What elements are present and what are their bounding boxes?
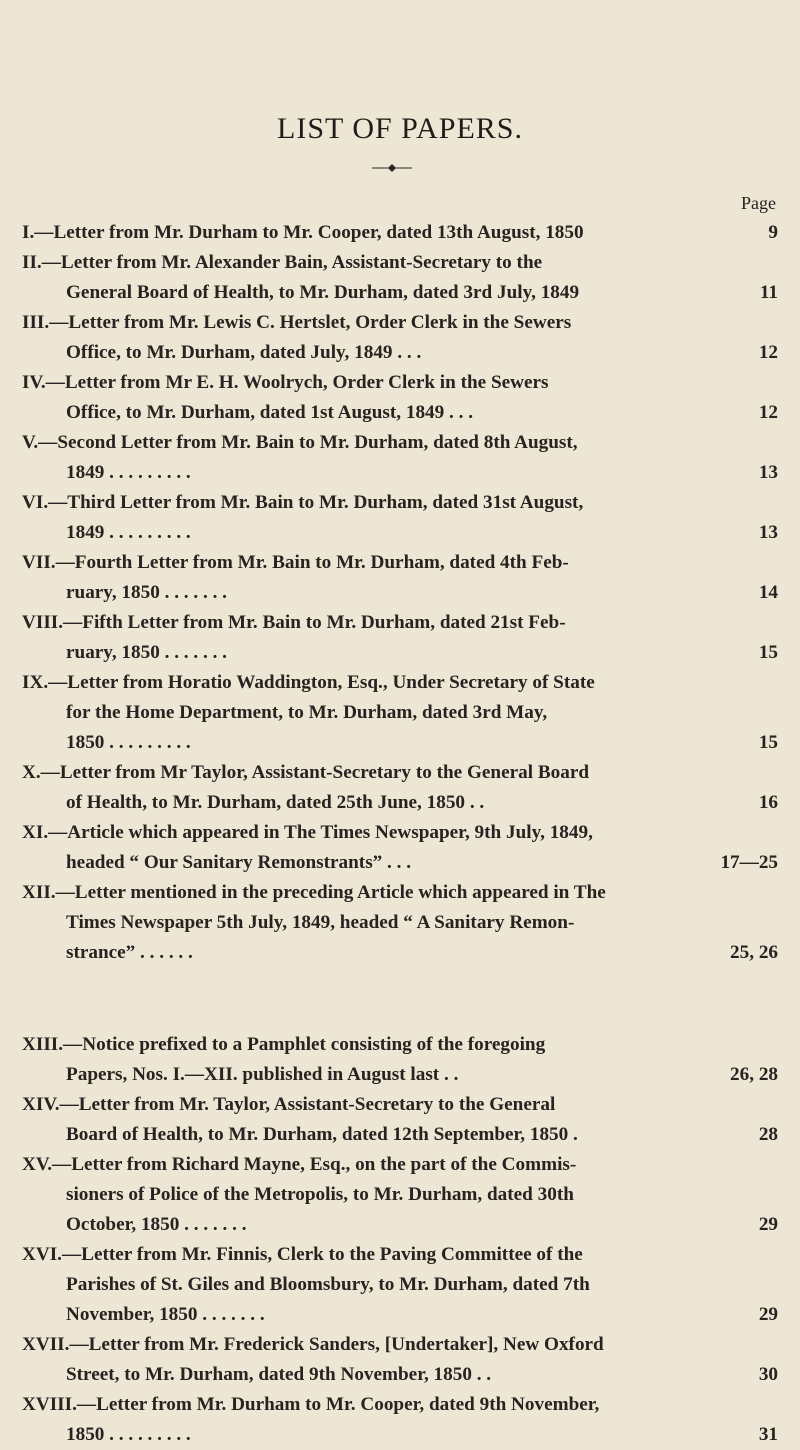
paper-entry-line: [22, 848, 778, 878]
paper-entry-line: [22, 308, 778, 338]
paper-entry-line: [22, 1270, 778, 1300]
paper-entry: [22, 668, 778, 758]
paper-entry-text: VI.—Third Letter from Mr. Bain to Mr. Durham, dated 31st August,: [22, 492, 584, 513]
paper-entry-page: 25, 26: [730, 942, 778, 963]
paper-entry-page: 16: [758, 792, 778, 813]
paper-entry-line: [22, 698, 778, 728]
paper-entry-text: 1850 . . . . . . . . .: [66, 732, 191, 753]
paper-entry-text: XIV.—Letter from Mr. Taylor, Assistant-Secretary to the General: [22, 1094, 556, 1115]
paper-entry-line: [22, 578, 778, 608]
paper-entry-page: 12: [758, 402, 778, 423]
paper-entry-text: General Board of Health, to Mr. Durham, dated 3rd July, 1849: [66, 282, 580, 303]
paper-entry-line: [22, 758, 778, 788]
paper-entry-line: [22, 458, 778, 488]
paper-entry-page: 31: [758, 1424, 778, 1445]
paper-entry-line: [22, 1120, 778, 1150]
paper-entry-text: November, 1850 . . . . . . .: [66, 1304, 265, 1325]
paper-entry-text: Parishes of St. Giles and Bloomsbury, to Mr. Durham, dated 7th: [66, 1274, 590, 1295]
paper-entry-page: 26, 28: [730, 1064, 778, 1085]
paper-entry-text: for the Home Department, to Mr. Durham, dated 3rd May,: [66, 702, 548, 723]
paper-entry-text: V.—Second Letter from Mr. Bain to Mr. Durham, dated 8th August,: [22, 432, 578, 453]
paper-entry-text: VIII.—Fifth Letter from Mr. Bain to Mr. Durham, dated 21st Feb-: [22, 612, 566, 633]
paper-entry-text: ruary, 1850 . . . . . . .: [66, 642, 227, 663]
paper-entry: [22, 1090, 778, 1150]
paper-entry: [22, 1390, 778, 1450]
paper-entry-line: [22, 1300, 778, 1330]
paper-entry: [22, 368, 778, 428]
paper-entry-line: [22, 908, 778, 938]
paper-entry-text: Street, to Mr. Durham, dated 9th November, 1850 . .: [66, 1364, 492, 1385]
paper-entry-text: I.—Letter from Mr. Durham to Mr. Cooper, dated 13th August, 1850: [22, 222, 584, 243]
paper-entry-line: [22, 488, 778, 518]
paper-entry: [22, 1240, 778, 1330]
paper-entry-line: [22, 728, 778, 758]
paper-entry-line: [22, 278, 778, 308]
paper-entry-page: 17—25: [720, 852, 778, 873]
paper-entry-line: [22, 668, 778, 698]
paper-entry-text: of Health, to Mr. Durham, dated 25th June, 1850 . .: [66, 792, 485, 813]
paper-entry-text: Times Newspaper 5th July, 1849, headed “ A Sanitary Remon-: [66, 912, 575, 933]
paper-entry-text: X.—Letter from Mr Taylor, Assistant-Secretary to the General Board: [22, 762, 590, 783]
diamond-rule-icon: [370, 163, 414, 173]
paper-entry-line: [22, 398, 778, 428]
paper-entry-text: IV.—Letter from Mr E. H. Woolrych, Order Clerk in the Sewers: [22, 372, 549, 393]
paper-entry-line: [22, 938, 778, 968]
paper-entry-line: [22, 1420, 778, 1450]
paper-entry-page: 13: [758, 462, 778, 483]
paper-entry-line: [22, 368, 778, 398]
paper-entry: [22, 248, 778, 308]
paper-entry-text: IX.—Letter from Horatio Waddington, Esq., Under Secretary of State: [22, 672, 595, 693]
paper-entry-page: 9: [768, 222, 778, 243]
paper-entry-line: [22, 248, 778, 278]
paper-entry-line: [22, 788, 778, 818]
paper-entry: [22, 1030, 778, 1090]
paper-entry-text: 1850 . . . . . . . . .: [66, 1424, 191, 1445]
paper-entry-text: XII.—Letter mentioned in the preceding Article which appeared in The: [22, 882, 606, 903]
paper-entry-page: 29: [758, 1214, 778, 1235]
paper-entry-text: III.—Letter from Mr. Lewis C. Hertslet, Order Clerk in the Sewers: [22, 312, 572, 333]
paper-entry: [22, 1330, 778, 1390]
paper-entry: [22, 548, 778, 608]
paper-entry-line: [22, 338, 778, 368]
paper-entry-line: [22, 518, 778, 548]
paper-entry-text: XIII.—Notice prefixed to a Pamphlet consisting of the foregoing: [22, 1034, 546, 1055]
paper-entry-text: XVII.—Letter from Mr. Frederick Sanders, [Undertaker], New Oxford: [22, 1334, 604, 1355]
paper-entry-page: 30: [758, 1364, 778, 1385]
paper-entry-page: 28: [758, 1124, 778, 1145]
paper-entry-text: Board of Health, to Mr. Durham, dated 12th September, 1850 .: [66, 1124, 578, 1145]
paper-entry: [22, 1150, 778, 1240]
paper-entry-line: [22, 638, 778, 668]
paper-entry-text: II.—Letter from Mr. Alexander Bain, Assistant-Secretary to the: [22, 252, 543, 273]
paper-entry-page: 15: [758, 642, 778, 663]
paper-entry-page: 11: [759, 282, 778, 303]
paper-entry-line: [22, 1360, 778, 1390]
paper-entry-text: strance” . . . . . .: [66, 942, 193, 963]
paper-entry-page: 15: [758, 732, 778, 753]
paper-entry-page: 12: [758, 342, 778, 363]
paper-entry-line: [22, 1390, 778, 1420]
paper-entry-line: [22, 608, 778, 638]
paper-entry-page: 13: [758, 522, 778, 543]
paper-entry: [22, 218, 778, 248]
paper-entry-page: 14: [758, 582, 778, 603]
paper-entry-text: XV.—Letter from Richard Mayne, Esq., on the part of the Commis-: [22, 1154, 577, 1175]
page-column-header: Page: [741, 193, 776, 213]
paper-entry-text: sioners of Police of the Metropolis, to Mr. Durham, dated 30th: [66, 1184, 574, 1205]
paper-entry-text: XI.—Article which appeared in The Times Newspaper, 9th July, 1849,: [22, 822, 593, 843]
paper-entry-text: XVI.—Letter from Mr. Finnis, Clerk to the Paving Committee of the: [22, 1244, 583, 1265]
paper-entry-line: [22, 1060, 778, 1090]
papers-list: [22, 218, 778, 1450]
page-title: LIST OF PAPERS.: [277, 112, 523, 146]
paper-entry: [22, 878, 778, 968]
paper-entry-text: October, 1850 . . . . . . .: [66, 1214, 247, 1235]
paper-entry-text: XVIII.—Letter from Mr. Durham to Mr. Cooper, dated 9th November,: [22, 1394, 600, 1415]
paper-entry-text: 1849 . . . . . . . . .: [66, 462, 191, 483]
paper-entry-text: headed “ Our Sanitary Remonstrants” . . .: [66, 852, 412, 873]
paper-entry: [22, 818, 778, 878]
paper-entry-line: [22, 1180, 778, 1210]
paper-entry-line: [22, 1240, 778, 1270]
paper-entry: [22, 488, 778, 548]
paper-entry-line: [22, 1210, 778, 1240]
paper-entry-line: [22, 218, 778, 248]
paper-entry: [22, 758, 778, 818]
paper-entry-page: 29: [758, 1304, 778, 1325]
paper-entry: [22, 308, 778, 368]
paper-entry-line: [22, 1090, 778, 1120]
paper-entry-line: [22, 1330, 778, 1360]
paper-entry: [22, 428, 778, 488]
paper-entry-line: [22, 1030, 778, 1060]
paper-entry-text: VII.—Fourth Letter from Mr. Bain to Mr. Durham, dated 4th Feb-: [22, 552, 569, 573]
paper-entry-line: [22, 428, 778, 458]
paper-entry-line: [22, 548, 778, 578]
section-gap: [22, 968, 778, 1030]
paper-entry-line: [22, 818, 778, 848]
paper-entry-text: 1849 . . . . . . . . .: [66, 522, 191, 543]
paper-entry-text: Office, to Mr. Durham, dated 1st August, 1849 . . .: [66, 402, 474, 423]
paper-entry-text: ruary, 1850 . . . . . . .: [66, 582, 227, 603]
paper-entry-text: Papers, Nos. I.—XII. published in August last . .: [66, 1064, 459, 1085]
paper-entry: [22, 608, 778, 668]
paper-entry-line: [22, 1150, 778, 1180]
paper-entry-text: Office, to Mr. Durham, dated July, 1849 . . .: [66, 342, 422, 363]
paper-entry-line: [22, 878, 778, 908]
